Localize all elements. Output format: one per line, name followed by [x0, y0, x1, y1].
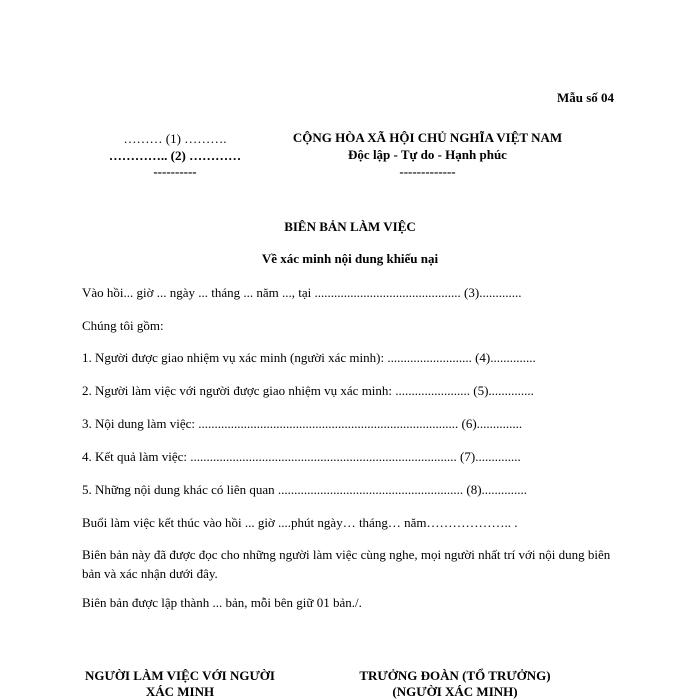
end-time-line: Buổi làm việc kết thúc vào hồi ... giờ ....phút ngày… tháng… năm……………….. . [82, 515, 518, 530]
document-subtitle: Về xác minh nội dung khiếu nại [261, 251, 439, 266]
signature-right-subtitle: (NGƯỜI XÁC MINH) [392, 684, 518, 699]
form-number: Mẫu số 04 [557, 90, 615, 105]
attendees-intro: Chúng tôi gồm: [82, 318, 164, 333]
country-motto: Độc lập - Tự do - Hạnh phúc [348, 147, 507, 162]
copies-line: Biên bản được lập thành ... bản, mỗi bên giữ 01 bản./. [82, 595, 362, 610]
agency-name-line2: ………….. (2) ………… [108, 148, 242, 163]
motto-underline: ------------- [399, 164, 456, 179]
agency-name-line1: ……… (1) ………. [123, 131, 227, 146]
signature-left-title: NGƯỜI LÀM VIỆC VỚI NGƯỜI [85, 668, 275, 683]
item-2: 2. Người làm việc với người được giao nhiệm vụ xác minh: ....................... (5).............. [82, 383, 534, 398]
item-3: 3. Nội dung làm việc: ................................................................................ (6).............. [82, 416, 523, 431]
document-title: BIÊN BẢN LÀM VIỆC [284, 219, 416, 234]
country-name: CỘNG HÒA XÃ HỘI CHỦ NGHĨA VIỆT NAM [292, 130, 563, 145]
signature-right-title: TRƯỞNG ĐOÀN (TỔ TRƯỞNG) [359, 668, 551, 683]
signature-left-subtitle: XÁC MINH [145, 684, 215, 699]
item-1: 1. Người được giao nhiệm vụ xác minh (người xác minh): .......................... (4).............. [82, 350, 536, 365]
agency-underline: ---------- [153, 164, 197, 179]
agreement-paragraph: Biên bản này đã được đọc cho những người làm việc cùng nghe, mọi người nhất trí với nội dung biên bản và xác nhận dưới đây. [82, 547, 611, 581]
item-5: 5. Những nội dung khác có liên quan ......................................................... (8).............. [82, 482, 528, 497]
item-4: 4. Kết quả làm việc: .................................................................................. (7).............. [82, 449, 521, 464]
time-place-line: Vào hồi... giờ ... ngày ... tháng ... năm ..., tại ............................................. (3)............. [82, 285, 522, 300]
